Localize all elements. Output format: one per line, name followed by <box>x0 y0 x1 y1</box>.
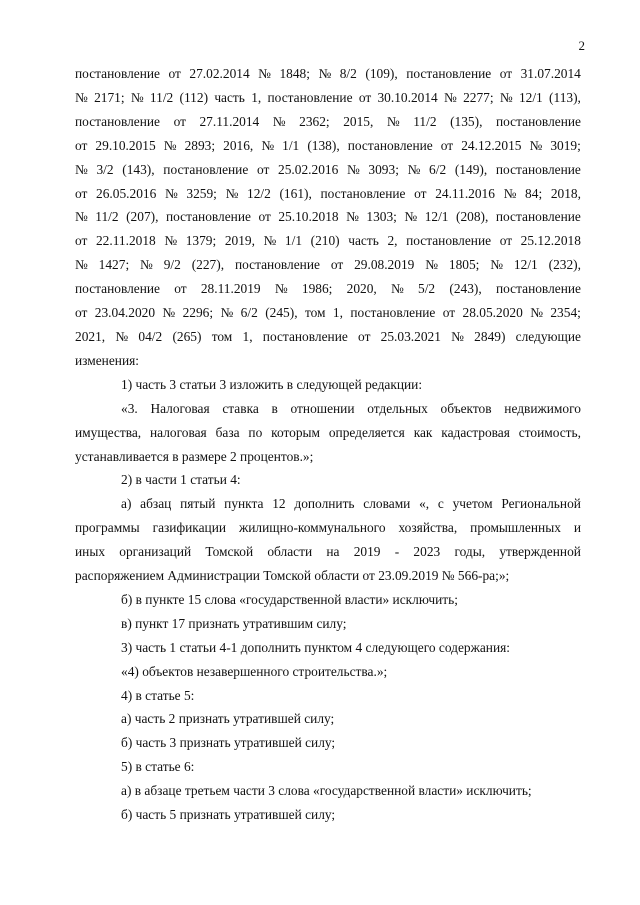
word: 12/2 <box>247 185 271 201</box>
word: постановление <box>406 233 492 249</box>
word: 2016, <box>223 137 254 153</box>
word: от <box>173 113 186 129</box>
word: постановление <box>350 305 436 321</box>
word: (113), <box>549 89 581 105</box>
paragraph <box>75 803 581 827</box>
word: на <box>326 544 340 560</box>
word: 29.10.2015 <box>95 137 156 153</box>
word: № <box>163 137 177 153</box>
word: 6/2 <box>240 305 258 321</box>
word: Томской <box>205 544 254 560</box>
word: следующие <box>515 328 581 344</box>
paragraph <box>75 588 581 612</box>
word: 27.02.2014 <box>189 66 250 81</box>
word: 2, <box>387 233 398 249</box>
word: 1, <box>251 89 262 105</box>
word: (207), <box>126 209 159 225</box>
word: № <box>425 257 438 273</box>
word: постановление <box>234 257 320 273</box>
word: № <box>499 89 513 105</box>
word: от <box>358 89 372 105</box>
paragraph <box>75 707 581 731</box>
text-line <box>75 158 581 182</box>
word: № <box>164 185 178 201</box>
word: № <box>225 185 239 201</box>
text-line <box>75 205 581 229</box>
text-line: 5) в статье 6: <box>121 759 195 775</box>
word: 8/2 <box>339 66 357 81</box>
word: постановление <box>406 66 492 81</box>
word: 2019, <box>224 233 255 249</box>
word: 25.03.2021 <box>380 328 441 344</box>
word: дополнить <box>294 496 355 512</box>
word: № <box>258 66 271 81</box>
word: 12 <box>272 496 286 512</box>
text-line: в) пункт 17 признать утратившим силу; <box>121 615 347 631</box>
word: (135), <box>450 113 483 129</box>
word: постановление <box>495 113 581 129</box>
paragraph <box>75 62 581 373</box>
word: № <box>272 113 286 129</box>
word: (210) <box>310 233 340 249</box>
word: кадастровая <box>441 424 510 440</box>
word: от <box>174 281 187 297</box>
word: - <box>394 544 400 560</box>
word: Региональной <box>501 496 581 512</box>
word: 12/1 <box>424 209 449 225</box>
word: 1/1 <box>284 233 303 249</box>
word: 2893; <box>184 137 216 153</box>
word: № <box>318 66 332 81</box>
word: программы <box>75 520 140 536</box>
word: абзац <box>140 496 172 512</box>
text-line <box>75 277 581 301</box>
word: № <box>490 257 504 273</box>
word: 23.04.2020 <box>94 305 156 321</box>
word: 6/2 <box>429 161 447 177</box>
word: от <box>75 233 88 249</box>
word: база <box>215 424 240 440</box>
page-number: 2 <box>578 38 585 53</box>
word: 25.10.2018 <box>278 209 339 225</box>
word: от <box>75 137 88 153</box>
word: № <box>404 209 418 225</box>
word: 11/2 <box>95 209 119 225</box>
word: № <box>529 137 543 153</box>
word: № <box>444 89 457 105</box>
paragraph <box>75 779 581 803</box>
word: от <box>75 185 88 201</box>
paragraph <box>75 492 581 588</box>
paragraph <box>75 373 581 397</box>
word: 1/1 <box>282 137 300 153</box>
word: 04/2 <box>138 328 163 344</box>
word: 24.12.2015 <box>461 137 522 153</box>
word: 2019 <box>353 544 381 560</box>
word: (243), <box>449 281 482 297</box>
word: 11/2 <box>149 89 174 105</box>
paragraph <box>75 397 581 469</box>
word: области <box>267 544 313 560</box>
word: (232), <box>548 257 581 273</box>
document-body <box>75 62 581 827</box>
word: часть <box>348 233 379 249</box>
word: отдельных <box>367 400 428 416</box>
word: 2296; <box>182 305 214 321</box>
paragraph <box>75 660 581 684</box>
word: № <box>75 257 88 273</box>
word: постановление <box>267 89 353 105</box>
text-line <box>75 86 581 110</box>
text-line <box>75 134 581 158</box>
text-line: 2) в части 1 статьи 4: <box>121 472 241 488</box>
word: от <box>499 233 513 249</box>
word: (138), <box>307 137 340 153</box>
text-line <box>75 182 581 206</box>
word: 2021, <box>75 328 106 344</box>
word: постановление <box>75 113 161 129</box>
word: 22.11.2018 <box>95 233 156 249</box>
word: (112) <box>179 89 209 105</box>
word: постановление <box>347 137 433 153</box>
word: 12/1 <box>518 89 543 105</box>
word: 9/2 <box>163 257 181 273</box>
word: (161), <box>279 185 312 201</box>
word: (143), <box>122 161 155 177</box>
text-line <box>75 110 581 134</box>
word: определяется <box>328 424 405 440</box>
word: от <box>75 305 88 321</box>
word: № <box>274 281 288 297</box>
word: 28.11.2019 <box>200 281 261 297</box>
text-line: а) в абзаце третьем части 3 слова «государственной власти» исключить; <box>121 783 532 799</box>
word: постановление <box>262 328 348 344</box>
word: постановление <box>495 161 581 177</box>
word: том <box>304 305 326 321</box>
word: 27.11.2014 <box>199 113 260 129</box>
text-line: б) в пункте 15 слова «государственной власти» исключить; <box>121 591 458 607</box>
word: 30.10.2014 <box>377 89 438 105</box>
word: от <box>499 66 513 81</box>
word: № <box>503 185 517 201</box>
text-line <box>75 253 581 277</box>
word: словами <box>363 496 411 512</box>
word: (208), <box>456 209 489 225</box>
word: № <box>162 305 176 321</box>
word: 28.05.2020 <box>462 305 523 321</box>
word: 3093; <box>368 161 399 177</box>
word: 2015, <box>343 113 374 129</box>
word: № <box>75 89 88 105</box>
word: № <box>130 89 144 105</box>
word: 3259; <box>186 185 217 201</box>
word: от <box>442 305 456 321</box>
word: от <box>414 185 427 201</box>
word: 3/2 <box>96 161 114 177</box>
word: от <box>256 161 270 177</box>
paragraph <box>75 755 581 779</box>
word: 25.02.2016 <box>278 161 339 177</box>
word: № <box>346 161 360 177</box>
word: от <box>258 209 271 225</box>
word: хозяйства, <box>398 520 458 536</box>
word: 12/1 <box>513 257 538 273</box>
word: 1379; <box>185 233 217 249</box>
word: № <box>140 257 153 273</box>
text-line <box>75 325 581 349</box>
word: объектов <box>440 400 492 416</box>
word: пункта <box>224 496 264 512</box>
word: и <box>573 520 581 536</box>
text-line <box>75 62 581 86</box>
text-line: а) часть 2 признать утратившей силу; <box>121 711 335 727</box>
word: 2354; <box>550 305 581 321</box>
word: (149), <box>454 161 488 177</box>
word: 2023 <box>413 544 441 560</box>
word: 2020, <box>346 281 377 297</box>
word: 29.08.2019 <box>354 257 415 273</box>
word: промышленных <box>470 520 561 536</box>
word: как <box>413 424 433 440</box>
text-line: изменения: <box>75 352 140 368</box>
text-line: 4) в статье 5: <box>121 687 195 703</box>
word: «, <box>419 496 430 512</box>
word: 3019; <box>550 137 581 153</box>
word: от <box>168 66 181 81</box>
word: организаций <box>119 544 192 560</box>
word: 1, <box>332 305 343 321</box>
word: (227), <box>191 257 225 273</box>
word: постановление <box>165 209 251 225</box>
word: а) <box>121 496 132 512</box>
text-line <box>75 421 581 445</box>
word: годы, <box>454 544 486 560</box>
word: том <box>211 328 233 344</box>
word: 2362; <box>299 113 330 129</box>
word: постановление <box>75 66 161 81</box>
word: 26.05.2016 <box>96 185 157 201</box>
word: 2277; <box>463 89 494 105</box>
text-line <box>75 229 581 253</box>
word: № <box>263 233 277 249</box>
word: № <box>164 233 178 249</box>
word: постановление <box>75 281 161 297</box>
word: учетом <box>452 496 493 512</box>
word: № <box>346 209 359 225</box>
text-line: б) часть 5 признать утратившей силу; <box>121 807 336 823</box>
word: отношении <box>290 400 355 416</box>
word: 24.11.2016 <box>435 185 495 201</box>
text-line: «4) объектов незавершенного строительства.»; <box>121 663 388 679</box>
paragraph <box>75 684 581 708</box>
word: 2018, <box>550 185 581 201</box>
word: 5/2 <box>418 281 436 297</box>
word: недвижимого <box>504 400 581 416</box>
word: стоимость, <box>518 424 581 440</box>
word: № <box>261 137 275 153</box>
word: 1805; <box>448 257 480 273</box>
text-line <box>75 540 581 564</box>
word: которым <box>271 424 321 440</box>
word: 25.12.2018 <box>520 233 581 249</box>
word: 1986; <box>301 281 333 297</box>
word: 84; <box>525 185 543 201</box>
word: с <box>437 496 444 512</box>
word: № <box>75 209 88 225</box>
text-line: 3) часть 1 статьи 4-1 дополнить пунктом 4 следующего содержания: <box>121 639 511 655</box>
word: «3. <box>121 400 138 416</box>
word: Налоговая <box>150 400 210 416</box>
word: 2171; <box>94 89 125 105</box>
text-line: устанавливается в размере 2 процентов.»; <box>75 448 314 464</box>
word: № <box>220 305 234 321</box>
word: 1427; <box>98 257 130 273</box>
text-line: 1) часть 3 статьи 3 изложить в следующей редакции: <box>121 376 423 392</box>
word: постановление <box>163 161 249 177</box>
word: пятый <box>180 496 216 512</box>
paragraph <box>75 612 581 636</box>
word: в <box>271 400 278 416</box>
paragraph <box>75 636 581 660</box>
word: по <box>248 424 263 440</box>
text-line <box>75 301 581 325</box>
word: № <box>115 328 129 344</box>
text-line: распоряжением Администрации Томской области от 23.09.2019 № 566-ра;»; <box>75 568 510 584</box>
word: № <box>75 161 88 177</box>
paragraph <box>75 731 581 755</box>
word: от <box>358 328 371 344</box>
text-line <box>75 397 581 421</box>
word: жилищно-коммунального <box>239 520 386 536</box>
word: от <box>330 257 344 273</box>
word: часть <box>214 89 245 105</box>
word: № <box>407 161 421 177</box>
word: № <box>386 113 400 129</box>
word: № <box>451 328 464 344</box>
word: постановление <box>495 209 581 225</box>
word: ставка <box>222 400 259 416</box>
text-line <box>75 516 581 540</box>
text-line <box>75 492 581 516</box>
word: постановление <box>320 185 406 201</box>
paragraph <box>75 468 581 492</box>
word: 31.07.2014 <box>520 66 581 81</box>
word: налоговая <box>150 424 207 440</box>
word: (109), <box>365 66 398 81</box>
text-line: б) часть 3 признать утратившей силу; <box>121 735 336 751</box>
word: постановление <box>495 281 581 297</box>
word: утвержденной <box>499 544 581 560</box>
word: 2849) <box>474 328 506 344</box>
word: (245), <box>265 305 298 321</box>
word: № <box>530 305 543 321</box>
word: 1, <box>242 328 253 344</box>
word: (265) <box>172 328 202 344</box>
word: имущества, <box>75 424 142 440</box>
word: № <box>391 281 404 297</box>
word: иных <box>75 544 106 560</box>
word: 1848; <box>279 66 310 81</box>
word: от <box>440 137 454 153</box>
word: 11/2 <box>413 113 437 129</box>
word: 1303; <box>366 209 397 225</box>
word: газификации <box>152 520 227 536</box>
